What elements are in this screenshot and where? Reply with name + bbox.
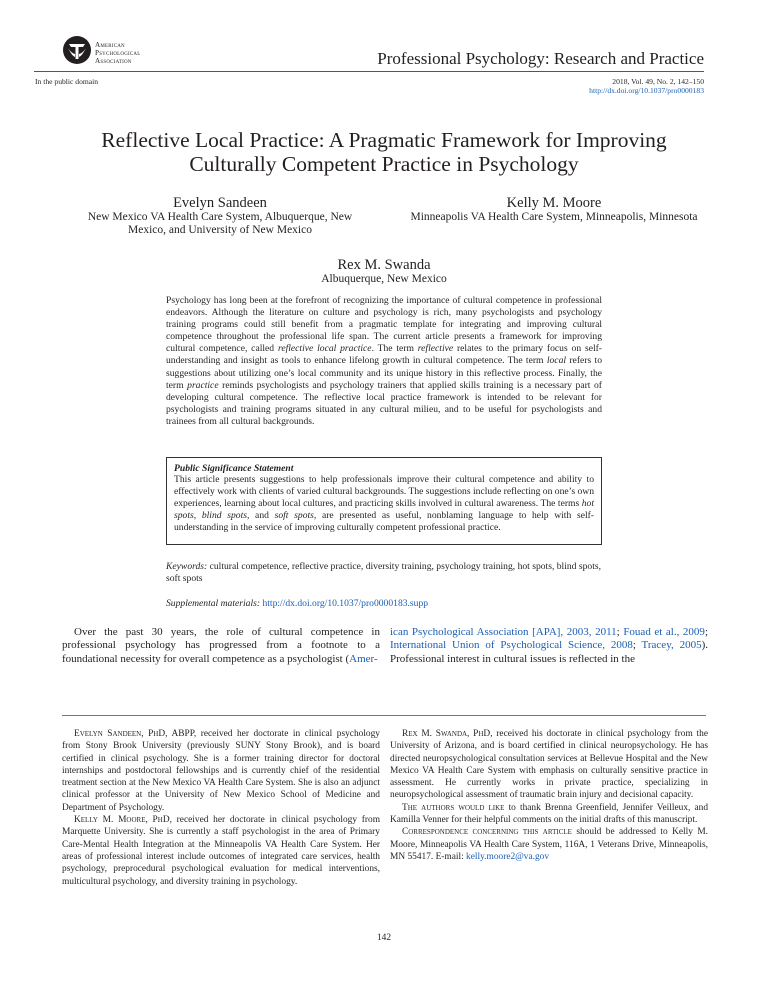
article-title [60, 128, 708, 176]
affiliation-line: New Mexico VA Health Care System, Albuquerque, New [87, 211, 353, 223]
footnotes-left [62, 728, 380, 888]
author-note [62, 814, 380, 888]
citation-line: 2018, Vol. 49, No. 2, 142–150 [612, 77, 704, 86]
public-significance-box [166, 457, 602, 545]
author-note-text: , ABPP, received her doctorate in clinical psychology from Stony Brook University (previously SUNY Stony Brook), and is board certified in clinical psychology. She is a former training director for doctoral internships and postdoctoral fellowships and is currently chief of the residential treatment section at the New Mexico VA Health Care System. She is also an adjunct clinical professor at the University of New Mexico School of Medicine and Department of Psychology. [62, 729, 380, 813]
public-significance-heading: Public Significance Statement [174, 463, 294, 474]
citation-block [589, 77, 704, 95]
abstract-text: relates to the primary focus on self-understanding and insight as tools to enhance lifelong growth in cultural competence. The term [166, 343, 603, 367]
abstract-emphasis: practice [187, 379, 219, 391]
acknowledgment-lead: The authors would like [402, 802, 505, 813]
citation-link[interactable]: Tracey, 2005 [641, 639, 702, 652]
body-text: ; [704, 626, 708, 638]
abstract [166, 295, 602, 428]
author-note-name: Evelyn Sandeen, PhD [74, 729, 166, 739]
author-note-name: Rex M. Swanda, PhD [402, 729, 491, 739]
author-name: Kelly M. Moore [506, 195, 602, 211]
significance-text: and [249, 510, 275, 522]
email-link[interactable]: kelly.moore2@va.gov [466, 851, 550, 862]
body-text: Over the past 30 years, the role of cultural competence in professional psychology has progressed from a footnote to a foundational necessity for overall competence as a psychologist ( [62, 626, 380, 665]
author-note [62, 728, 380, 814]
apa-logo-icon [62, 35, 92, 65]
keywords [166, 561, 602, 585]
citation-link[interactable]: Fouad et al., 2009 [623, 626, 705, 638]
logo-line: Psychological [95, 49, 141, 57]
footnotes-right [390, 728, 708, 863]
abstract-emphasis: local [546, 355, 567, 367]
body-column-right [390, 626, 708, 666]
footnote-divider [62, 715, 706, 716]
body-text: ). Professional interest in cultural issues is reflected in the [390, 639, 709, 665]
citation-link[interactable]: Amer- [349, 652, 378, 665]
author-name: Rex M. Swanda [337, 257, 431, 273]
logo-line: Association [95, 57, 132, 65]
author-affiliation: Albuquerque, New Mexico [321, 273, 447, 285]
doi-link[interactable]: http://dx.doi.org/10.1037/pro0000183 [589, 86, 704, 95]
abstract-text: Psychology has long been at the forefront of recognizing the importance of cultural competence in professional endeavors. Although the literature on culture and psychology is rich, many psychologists and psychology training programs could still benefit from a pragmatic template for integrating and improving cultural competence throughout the professional life span. The current article presents a framework for improving cultural competence, called [166, 295, 602, 355]
correspondence-note [390, 826, 708, 863]
correspondence-text: should be addressed to Kelly M. Moore, Minneapolis VA Health Care System, 116A, 1 Veterans Drive, Minneapolis, MN 55417. E-mail: [390, 827, 708, 862]
body-text: ; [632, 639, 642, 652]
acknowledgment-note [390, 802, 708, 827]
abstract-text: refers to suggestions about utilizing one’s local community and its unique history in this reflective process. Finally, the term [166, 355, 602, 391]
affiliation-line: Mexico, and University of New Mexico [128, 224, 312, 236]
significance-emphasis: hot spots [174, 498, 594, 522]
apa-logo-wordmark [95, 41, 141, 65]
significance-text: , are presented as useful, nonblaming language to help with self-understanding in the service of improving culturally competent professional practice. [174, 510, 595, 534]
article-title-line: Reflective Local Practice: A Pragmatic Framework for Improving [101, 128, 667, 152]
author-affiliation: Minneapolis VA Health Care System, Minneapolis, Minnesota [410, 211, 698, 223]
citation-link[interactable]: ican Psychological Association [APA], 2003, 2011 [390, 626, 617, 638]
abstract-text: reminds psychologists and psychology trainers that applied skills training is a necessary part of developing cultural competence. The reflective local practice framework is intended to be relevant for psychologists and training programs situated in any cultural milieu, and to be useful for psychologists and trainees from all cultural backgrounds. [166, 379, 602, 427]
author-note-text: , received her doctorate in clinical psychology from Marquette University. She is currently a staff psychologist in the area of Primary Care-Mental Health Integration at the Minneapolis VA Health Care System. Her areas of professional interest include outcomes of integrated care services, health psychology, preprocedural psychological evaluation for medical interventions, multicultural psychology, and diversity training in psychology. [62, 815, 380, 887]
significance-emphasis: soft spots [274, 510, 314, 522]
page-number: 142 [376, 933, 392, 943]
header-divider [34, 71, 704, 72]
correspondence-lead: Correspondence concerning this article [402, 827, 572, 838]
keywords-text: cultural competence, reflective practice, diversity training, psychology training, hot spots, blind spots, soft spots [166, 561, 601, 585]
supplemental-link[interactable]: http://dx.doi.org/10.1037/pro0000183.supp [262, 598, 429, 609]
acknowledgment-text: to thank Brenna Greenfield, Jennifer Veilleux, and Kamilla Venner for their helpful comments on the initial drafts of this manuscript. [390, 802, 709, 826]
author-note [390, 728, 708, 802]
body-column-left [62, 626, 380, 666]
article-title-line: Culturally Competent Practice in Psychology [189, 152, 579, 176]
body-text: ; [616, 626, 624, 638]
abstract-emphasis: reflective local practice [277, 343, 372, 355]
logo-line: American [95, 41, 125, 49]
significance-text: This article presents suggestions to help professionals improve their cultural competence and ability to effectively work with clients of varied cultural backgrounds. The suggestions include reflecting on one’s own experiences, learning about local cultures, and practicing skills involved in cultural awareness. The terms [174, 474, 594, 510]
author-affiliation [70, 211, 370, 237]
significance-emphasis: blind spots, [201, 510, 250, 522]
keywords-label: Keywords: [166, 561, 208, 572]
author-note-name: Kelly M. Moore, PhD [74, 815, 170, 826]
abstract-text: . The term [371, 343, 418, 355]
journal-title: Professional Psychology: Research and Practice [377, 49, 704, 68]
abstract-emphasis: reflective [417, 343, 454, 355]
author-note-text: , received his doctorate in clinical psychology from the University of Arizona, and is board certified in clinical neuropsychology. He has directed neuropsychological consultation services at Bellevue Hospital and the New Mexico VA Health Care System with emphasis on culturally sensitive practice in assessment. He currently works in private practice, specializing in neuropsychological assessment of traumatic brain injury and decisional capacity. [390, 729, 708, 801]
supplemental-materials [166, 598, 602, 609]
citation-link[interactable]: International Union of Psychological Science, 2008 [390, 639, 633, 652]
copyright-notice: In the public domain [35, 77, 99, 86]
supplemental-label: Supplemental materials: [166, 598, 261, 609]
significance-text: , [193, 510, 202, 522]
public-significance-text [174, 474, 594, 534]
author-name: Evelyn Sandeen [173, 195, 267, 211]
